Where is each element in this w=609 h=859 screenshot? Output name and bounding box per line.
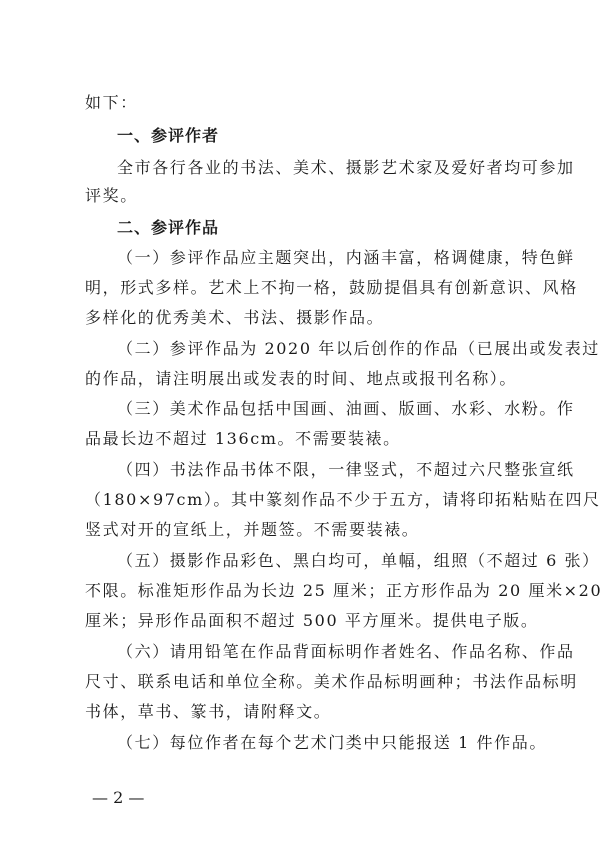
paragraph-line: 厘米；异形作品面积不超过 500 平方厘米。提供电子版。: [85, 611, 539, 630]
paragraph-line: 多样化的优秀美术、书法、摄影作品。: [85, 308, 385, 327]
page-number: — 2 —: [92, 788, 145, 807]
paragraph-line: 评奖。: [85, 186, 138, 205]
paragraph-line: 明，形式多样。艺术上不拘一格，鼓励提倡具有创新意识、风格: [85, 278, 578, 297]
paragraph-line: （180×97cm）。其中篆刻作品不少于五方，请将印拓粘贴在四尺: [85, 490, 601, 509]
paragraph-line: 竖式对开的宣纸上，并题签。不需要装裱。: [85, 520, 420, 539]
paragraph-line: （五）摄影作品彩色、黑白均可，单幅，组照（不超过 6 张）: [117, 551, 600, 570]
paragraph-line: （四）书法作品书体不限，一律竖式，不超过六尺整张宣纸: [117, 460, 575, 479]
paragraph-line: 的作品，请注明展出或发表的时间、地点或报刊名称）。: [85, 369, 518, 388]
paragraph-line: 全市各行各业的书法、美术、摄影艺术家及爱好者均可参加: [117, 158, 575, 177]
paragraph-line: （一）参评作品应主题突出，内涵丰富，格调健康，特色鲜: [117, 248, 575, 267]
section-heading-works: 二、参评作品: [117, 218, 220, 237]
paragraph-line: （七）每位作者在每个艺术门类中只能报送 1 件作品。: [117, 733, 547, 752]
section-heading-authors: 一、参评作者: [117, 126, 220, 145]
paragraph-line: 书体，草书、篆书，请附释文。: [85, 702, 332, 721]
paragraph-line: 尺寸、联系电话和单位全称。美术作品标明画种；书法作品标明: [85, 672, 578, 691]
paragraph-line: （六）请用铅笔在作品背面标明作者姓名、作品名称、作品: [117, 642, 575, 661]
paragraph-line: 品最长边不超过 136cm。不需要装裱。: [85, 429, 401, 448]
paragraph-line: （二）参评作品为 2020 年以后创作的作品（已展出或发表过: [117, 339, 600, 358]
paragraph-line: （三）美术作品包括中国画、油画、版画、水彩、水粉。作: [117, 399, 575, 418]
paragraph-line: 不限。标准矩形作品为长边 25 厘米；正方形作品为 20 厘米×20: [85, 581, 603, 600]
intro-line: 如下：: [85, 93, 138, 112]
